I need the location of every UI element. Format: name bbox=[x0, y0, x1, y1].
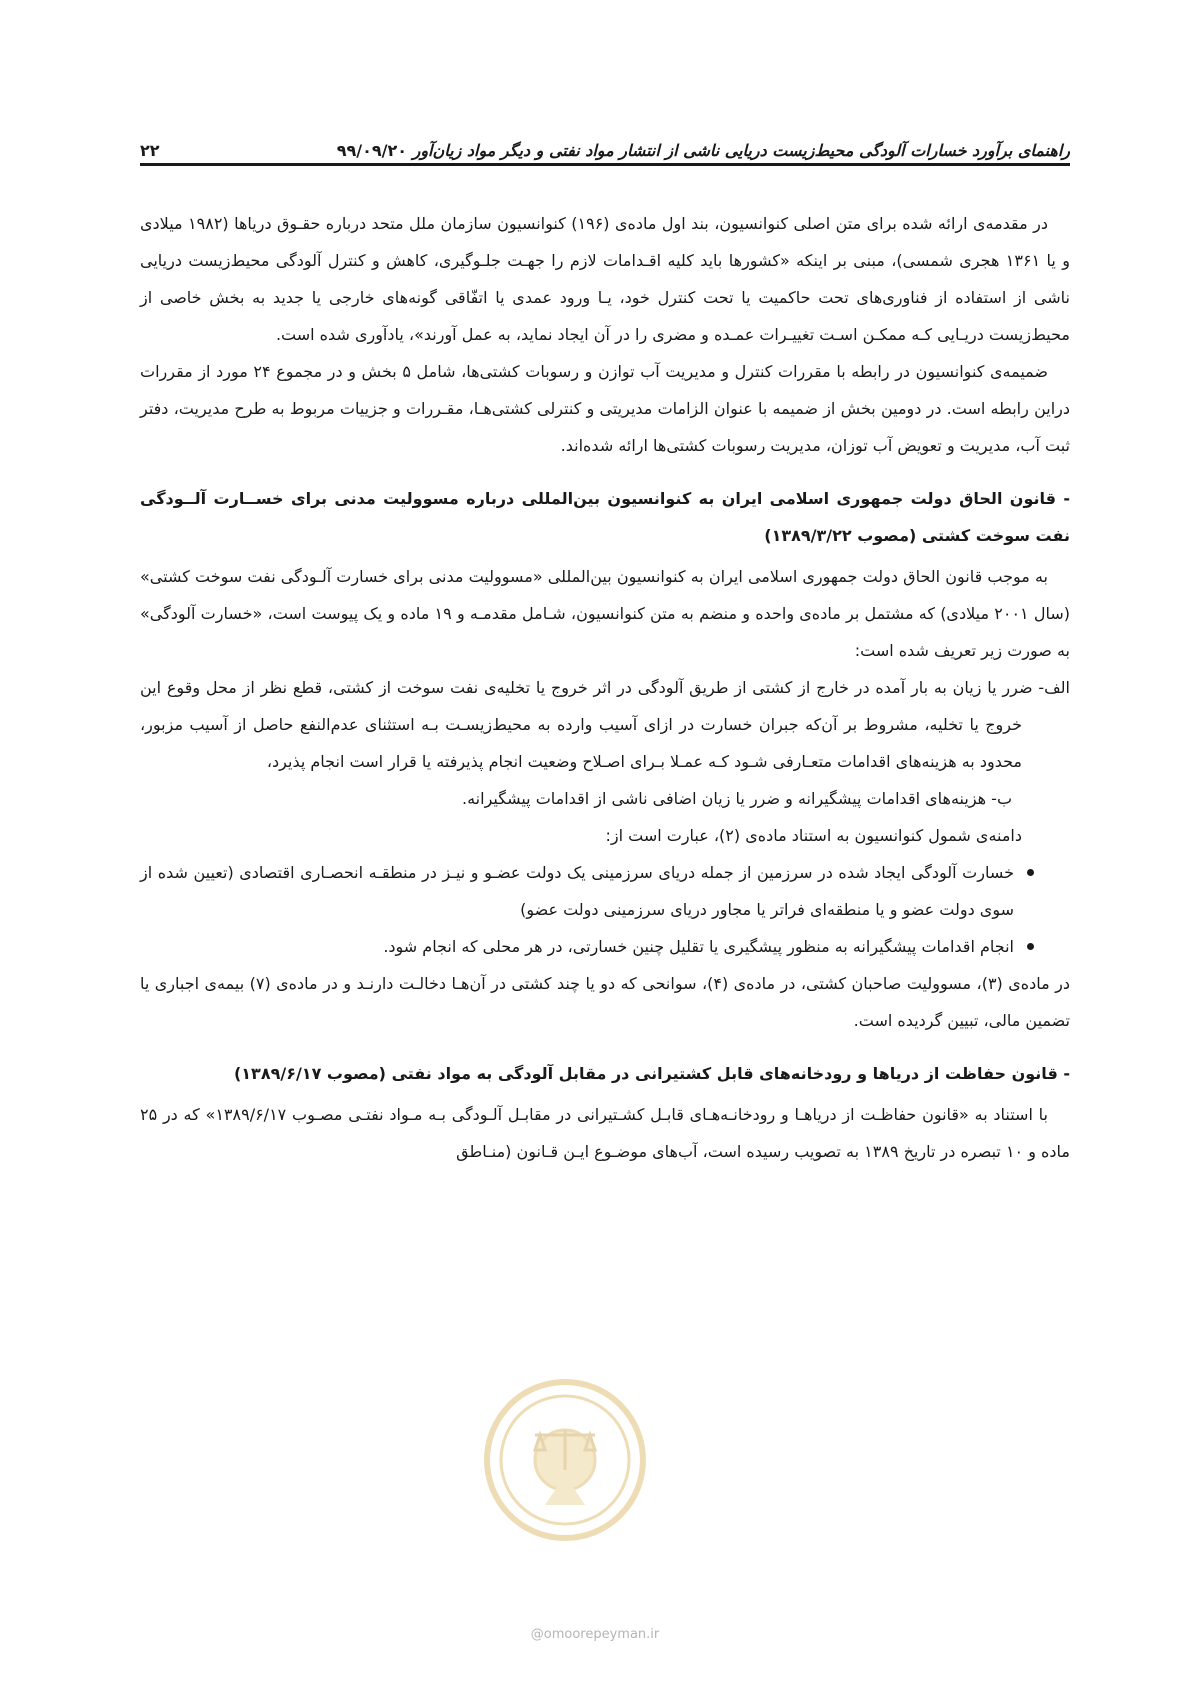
header-divider bbox=[140, 163, 1070, 166]
paragraph-annex: ضمیمه‌ی کنوانسیون در رابطه با مقررات کنترل و مدیریت آب توازن و رسوبات کشتی‌ها، شامل ۵ بخش و در مجموع ۲۴ مورد از مقررات دراین رابطه است. در دومین بخش از ضمیمه با عنوان الزامات مدیریتی و کنترلی کشتی‌هـا، مقـررات و جزییات مربوط به طرح مدیریت، دفتر ثبت آب، مدیریت و تعویض آب توزان، مدیریت رسوبات کشتی‌ها ارائه شده‌اند. bbox=[140, 362, 1070, 455]
definition-item-alef: الف- ضرر یا زیان به بار آمده در خارج از کشتی از طریق آلودگی در اثر خروج یا تخلیه‌ی نفت سوخت از کشتی، قطع نظر از محل وقوع این خروج یا تخلیه، مشروط بر آن‌که جبران خسارت در ازای آسیب وارده به محیط‌زیسـت بـه استثنای عدم‌النفع حاصل از آسیب مزبور، محدود به هزینه‌های اقدامات متعـارفی شـود کـه عمـلا بـرای اصـلاح وضعیت انجام پذیرفته یا قرار است انجام پذیرد، bbox=[140, 678, 1070, 771]
paragraph-bunker-law: به موجب قانون الحاق دولت جمهوری اسلامی ایران به کنوانسیون بین‌المللی «مسوولیت مدنی برای خسارت آلـودگی نفت سوخت کشتی» (سال ۲۰۰۱ میلادی) که مشتمل بر ماده‌ی واحده و منضم به متن کنوانسیون، شـامل مقدمـه و ۱۹ ماده و یک پیوست است، «خسارت آلودگی» به صورت زیر تعریف شده است: bbox=[140, 567, 1071, 660]
header-title-group bbox=[323, 141, 1070, 160]
section-heading-protection-law: - قانون حفاظت از دریاها و رودخانه‌های قابل کشتیرانی در مقابل آلودگی به مواد نفتی (مصوب ۱۳۸۹/۶/۱۷) bbox=[233, 1064, 1070, 1083]
footer-watermark-site: @omoorepeyman.ir bbox=[530, 1627, 660, 1642]
list-item-text: انجام اقدامات پیشگیرانه به منظور پیشگیری یا تقلیل چنین خسارتی، در هر محلی که انجام شود. bbox=[383, 937, 1014, 956]
header-date: ۹۹/۰۹/۲۰ bbox=[336, 141, 408, 160]
scope-list bbox=[140, 854, 1070, 965]
bullet-icon bbox=[1027, 943, 1034, 950]
section-heading-bunker-law: - قانون الحاق دولت جمهوری اسلامی ایران به کنوانسیون بین‌المللی درباره مسوولیت مدنی برای خســارت آلــودگی نفت سوخت کشتی (مصوب ۱۳۸۹/۳/۲۲) bbox=[140, 489, 1070, 545]
list-item-text: خسارت آلودگی ایجاد شده در سرزمین از جمله دریای سرزمینی یک دولت عضـو و نیـز در منطقـه انحصـاری اقتصادی (تعیین شده از سوی دولت عضو و یا منطقه‌ای فراتر یا مجاور دریای سرزمینی دولت عضو) bbox=[140, 863, 1014, 919]
paragraph-articles: در ماده‌ی (۳)، مسوولیت صاحبان کشتی، در ماده‌ی (۴)، سوانحی که دو یا چند کشتی در آن‌هـا دخالـت دارنـد و در ماده‌ی (۷) بیمه‌ی اجباری یا تضمین مالی، تبیین گردیده است. bbox=[140, 974, 1071, 1030]
header-title: راهنمای برآورد خسارات آلودگی محیط‌زیست دریایی ناشی از انتشار مواد نفتی و دیگر مواد زیان‌آور bbox=[412, 141, 1070, 160]
page-header bbox=[140, 124, 1070, 160]
main-content bbox=[140, 205, 1070, 1170]
definition-item-be: ب- هزینه‌های اقدامات پیشگیرانه و ضرر یا زیان اضافی ناشی از اقدامات پیشگیرانه. bbox=[462, 789, 1012, 808]
paragraph-intro: در مقدمه‌ی ارائه شده برای متن اصلی کنوانسیون، بند اول ماده‌ی (۱۹۶) کنوانسیون سازمان ملل متحد درباره حقـوق دریاها (۱۹۸۲ میلادی و یا ۱۳۶۱ هجری شمسی)، مبنی بر اینکه «کشورها باید کلیه اقـدامات لازم را جهـت جلـوگیری، کاهش و کنترل آلودگی محیط‌زیست دریایی ناشی از استفاده از فناوری‌های تحت حاکمیت یا تحت کنترل خود، یـا ورود عمدی یا اتفّاقی گونه‌های خارجی یا جدید به بخش خاصی از محیط‌زیست دریـایی کـه ممکـن اسـت تغییـرات عمـده و مضری را در آن ایجاد نماید، به عمل آورند»، یادآوری شده است. bbox=[140, 214, 1070, 344]
paragraph-protection-law: با استناد به «قانون حفاظـت از دریاهـا و رودخانـه‌هـای قابـل کشـتیرانی در مقابـل آلـودگی بـه مـواد نفتـی مصـوب ۱۳۸۹/۶/۱۷» که در ۲۵ ماده و ۱۰ تبصره در تاریخ ۱۳۸۹ به تصویب رسیده است، آب‌های موضـوع ایـن قـانون (منـاطق bbox=[140, 1105, 1070, 1161]
list-item bbox=[140, 854, 1070, 928]
bullet-icon bbox=[1027, 869, 1034, 876]
scope-intro: دامنه‌ی شمول کنوانسیون به استناد ماده‌ی (۲)، عبارت است از: bbox=[605, 826, 1022, 845]
list-item bbox=[140, 928, 1070, 965]
watermark-seal-icon bbox=[480, 1375, 650, 1545]
page-number: ۲۲ bbox=[140, 141, 160, 160]
